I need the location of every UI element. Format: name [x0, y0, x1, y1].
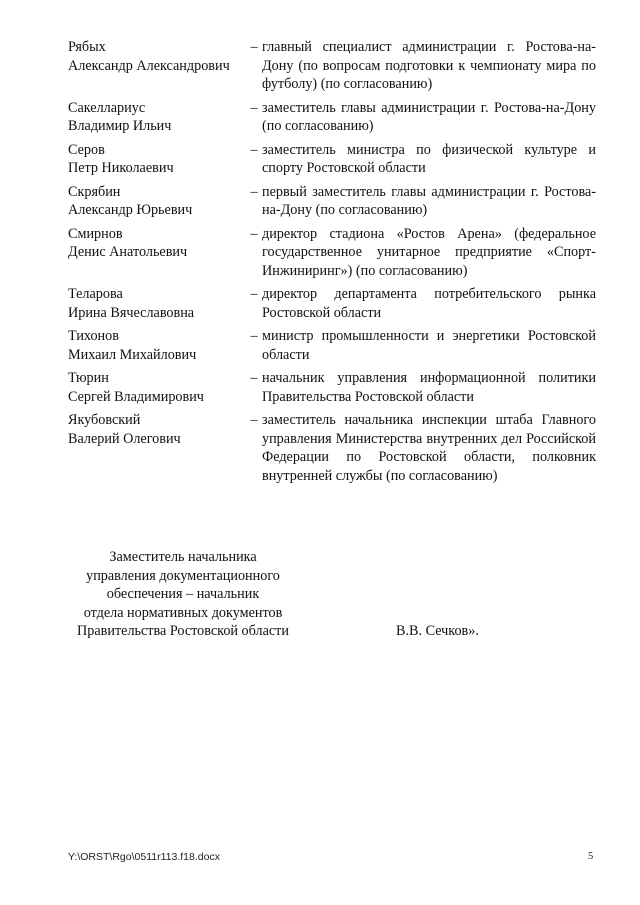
- signatory-title-line: обеспечения – начальник: [106, 586, 260, 602]
- member-row: [68, 99, 596, 136]
- member-name: [68, 38, 246, 75]
- member-dash: –: [250, 39, 258, 55]
- member-name: [68, 141, 246, 178]
- member-given-name: Александр Александрович: [68, 57, 230, 74]
- signatory-title-line: Заместитель начальника: [109, 549, 257, 565]
- member-position: главный специалист администрации г. Ростова-на-Дону (по вопросам подготовки к чемпионату мира по футболу) (по согласованию): [262, 39, 596, 92]
- signatory-name: В.В. Сечков».: [396, 623, 479, 639]
- member-surname: Якубовский: [68, 412, 141, 428]
- signatory-title-line: Правительства Ростовской области: [77, 623, 289, 639]
- member-given-name: Денис Анатольевич: [68, 244, 188, 260]
- member-surname: Серов: [68, 141, 105, 158]
- member-dash: –: [250, 286, 258, 302]
- member-surname: Тюрин: [68, 370, 109, 386]
- member-row: [68, 38, 596, 94]
- member-position: директор стадиона «Ростов Арена» (федеральное государственное унитарное предприятие «Спорт-Инжиниринг») (по согласованию): [262, 225, 596, 279]
- member-given-name: Владимир Ильич: [68, 118, 172, 134]
- member-dash: –: [250, 141, 258, 158]
- member-name: [68, 225, 246, 262]
- member-surname: Рябых: [68, 39, 106, 55]
- member-position: директор департамента потребительского рынка Ростовской области: [262, 286, 596, 321]
- signatory-title-line: отдела нормативных документов: [83, 604, 283, 621]
- member-surname: Смирнов: [68, 225, 123, 242]
- member-position: заместитель начальника инспекции штаба Главного управления Министерства внутренних дел Российской Федерации по Ростовской области, полковник внутренней службы (по согласованию): [262, 412, 596, 484]
- member-given-name: Михаил Михайлович: [68, 346, 197, 363]
- member-given-name: Петр Николаевич: [68, 160, 174, 176]
- signatory-title: [52, 548, 314, 641]
- member-name: [68, 99, 246, 136]
- member-row: [68, 141, 596, 178]
- member-name: [68, 369, 246, 406]
- member-surname: Скрябин: [68, 183, 121, 200]
- member-name: [68, 285, 246, 322]
- member-row: [68, 411, 596, 485]
- member-given-name: Ирина Вячеславовна: [68, 304, 195, 321]
- member-surname: Тихонов: [68, 328, 119, 344]
- member-row: [68, 285, 596, 322]
- member-position: заместитель главы администрации г. Ростова-на-Дону (по согласованию): [262, 99, 596, 134]
- member-position: министр промышленности и энергетики Ростовской области: [262, 328, 596, 363]
- member-row: [68, 327, 596, 364]
- member-given-name: Валерий Олегович: [68, 430, 181, 447]
- member-dash: –: [250, 225, 258, 242]
- member-name: [68, 411, 246, 448]
- member-row: [68, 183, 596, 220]
- member-dash: –: [250, 370, 258, 386]
- footer-file-path: Y:\ORST\Rgo\0511r113.f18.docx: [68, 851, 220, 863]
- member-given-name: Александр Юрьевич: [68, 202, 193, 218]
- member-dash: –: [250, 99, 258, 116]
- member-given-name: Сергей Владимирович: [68, 388, 204, 405]
- member-surname: Сакеллариус: [68, 99, 146, 116]
- member-surname: Теларова: [68, 286, 123, 302]
- member-row: [68, 225, 596, 281]
- member-position: заместитель министра по физической культуре и спорту Ростовской области: [262, 141, 596, 176]
- member-position: начальник управления информационной политики Правительства Ростовской области: [262, 370, 596, 405]
- member-name: [68, 327, 246, 364]
- member-dash: –: [250, 328, 258, 344]
- page-number: 5: [588, 851, 594, 862]
- member-dash: –: [250, 183, 258, 200]
- member-position: первый заместитель главы администрации г. Ростова-на-Дону (по согласованию): [262, 183, 596, 218]
- signatory-title-line: управления документационного: [86, 567, 280, 584]
- member-name: [68, 183, 246, 220]
- members-list: [68, 38, 596, 490]
- member-dash: –: [250, 412, 258, 428]
- member-row: [68, 369, 596, 406]
